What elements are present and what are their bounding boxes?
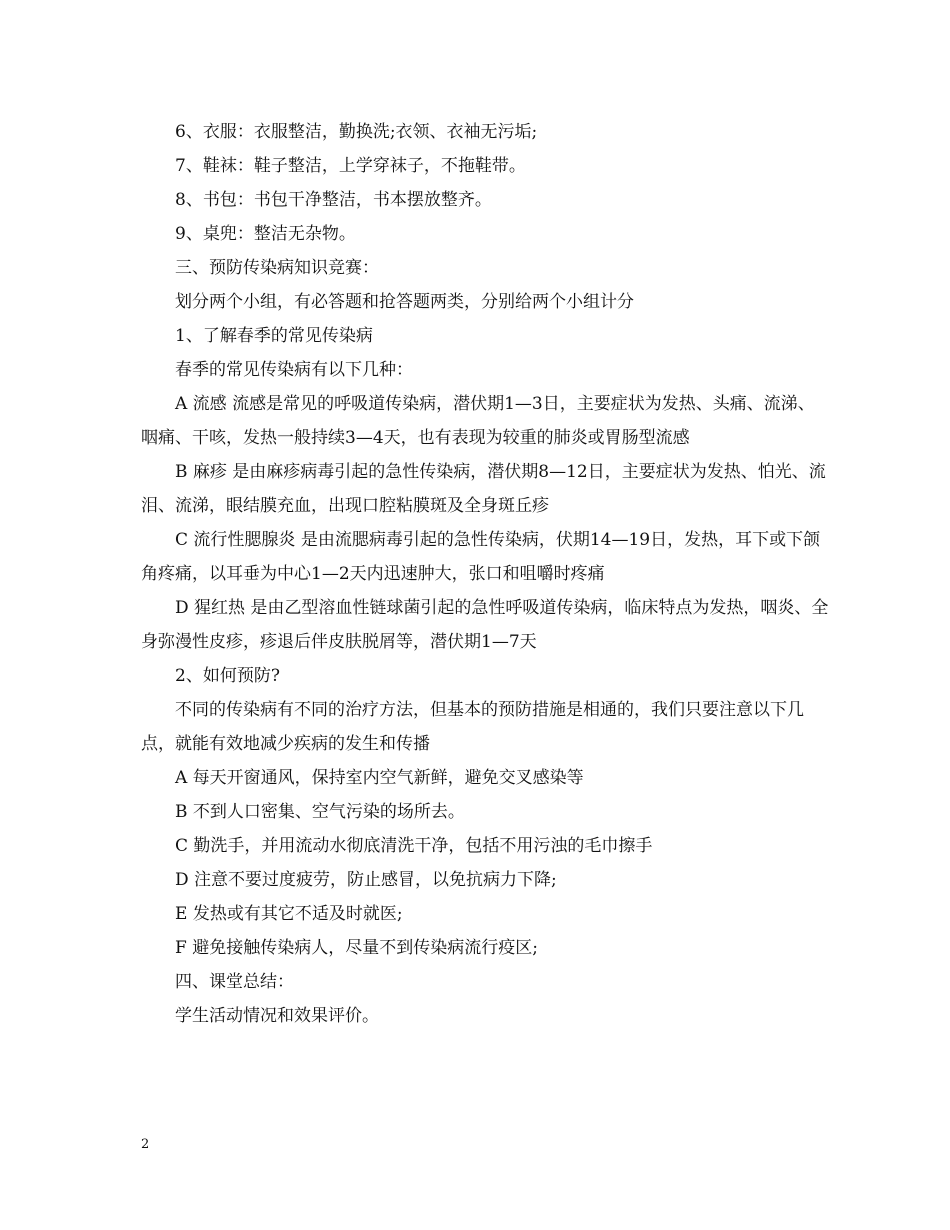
paragraph-schoolbag: 8、书包：书包干净整洁，书本摆放整齐。	[175, 190, 492, 210]
list-item-see-doctor: E 发热或有其它不适及时就医;	[175, 904, 403, 924]
section-heading-summary: 四、课堂总结：	[175, 972, 294, 992]
paragraph-influenza: A 流感 流感是常见的呼吸道传染病，潜伏期1—3日，主要症状为发热、头痛、流涕、咽痛、干咳，发热一般持续3—4天，也有表现为较重的肺炎或胃肠型流感	[141, 394, 815, 448]
list-item-avoid-fatigue: D 注意不要过度疲劳，防止感冒，以免抗病力下降;	[175, 870, 557, 890]
paragraph-measles: B 麻疹 是由麻疹病毒引起的急性传染病，潜伏期8—12日，主要症状为发热、怕光、流泪、流涕，眼结膜充血，出现口腔粘膜斑及全身斑丘疹	[141, 462, 826, 516]
subheading-prevention: 2、如何预防?	[175, 666, 280, 686]
page-number: 2	[141, 1137, 150, 1152]
paragraph-prevention-intro: 不同的传染病有不同的治疗方法，但基本的预防措施是相通的，我们只要注意以下几点，就能有效地减少疾病的发生和传播	[141, 700, 804, 754]
list-item-avoid-crowds: B 不到人口密集、空气污染的场所去。	[175, 802, 465, 822]
paragraph-mumps: C 流行性腮腺炎 是由流腮病毒引起的急性传染病，伏期14—19日，发热，耳下或下颌角疼痛，以耳垂为中心1—2天内迅速肿大，张口和咀嚼时疼痛	[141, 530, 821, 584]
paragraph-evaluation: 学生活动情况和效果评价。	[175, 1006, 379, 1026]
section-heading-quiz: 三、预防传染病知识竞赛：	[175, 258, 379, 278]
list-item-wash-hands: C 勤洗手，并用流动水彻底清洗干净，包括不用污浊的毛巾擦手	[175, 836, 653, 856]
paragraph-groups: 划分两个小组，有必答题和抢答题两类，分别给两个小组计分	[175, 292, 634, 312]
paragraph-shoes-socks: 7、鞋袜：鞋子整洁，上学穿袜子，不拖鞋带。	[175, 156, 526, 176]
document-body	[141, 115, 831, 1033]
list-item-avoid-contact: F 避免接触传染病人，尽量不到传染病流行疫区;	[175, 938, 538, 958]
paragraph-scarlet-fever: D 猩红热 是由乙型溶血性链球菌引起的急性呼吸道传染病，临床特点为发热，咽炎、全身弥漫性皮疹，疹退后伴皮肤脱屑等，潜伏期1—7天	[141, 598, 829, 652]
paragraph-clothes: 6、衣服：衣服整洁，勤换洗;衣领、衣袖无污垢;	[175, 122, 538, 142]
list-item-ventilation: A 每天开窗通风，保持室内空气新鲜，避免交叉感染等	[175, 768, 584, 788]
paragraph-disease-intro: 春季的常见传染病有以下几种：	[175, 360, 413, 380]
subheading-spring-diseases: 1、了解春季的常见传染病	[175, 326, 373, 346]
paragraph-desk: 9、桌兜：整洁无杂物。	[175, 224, 356, 244]
